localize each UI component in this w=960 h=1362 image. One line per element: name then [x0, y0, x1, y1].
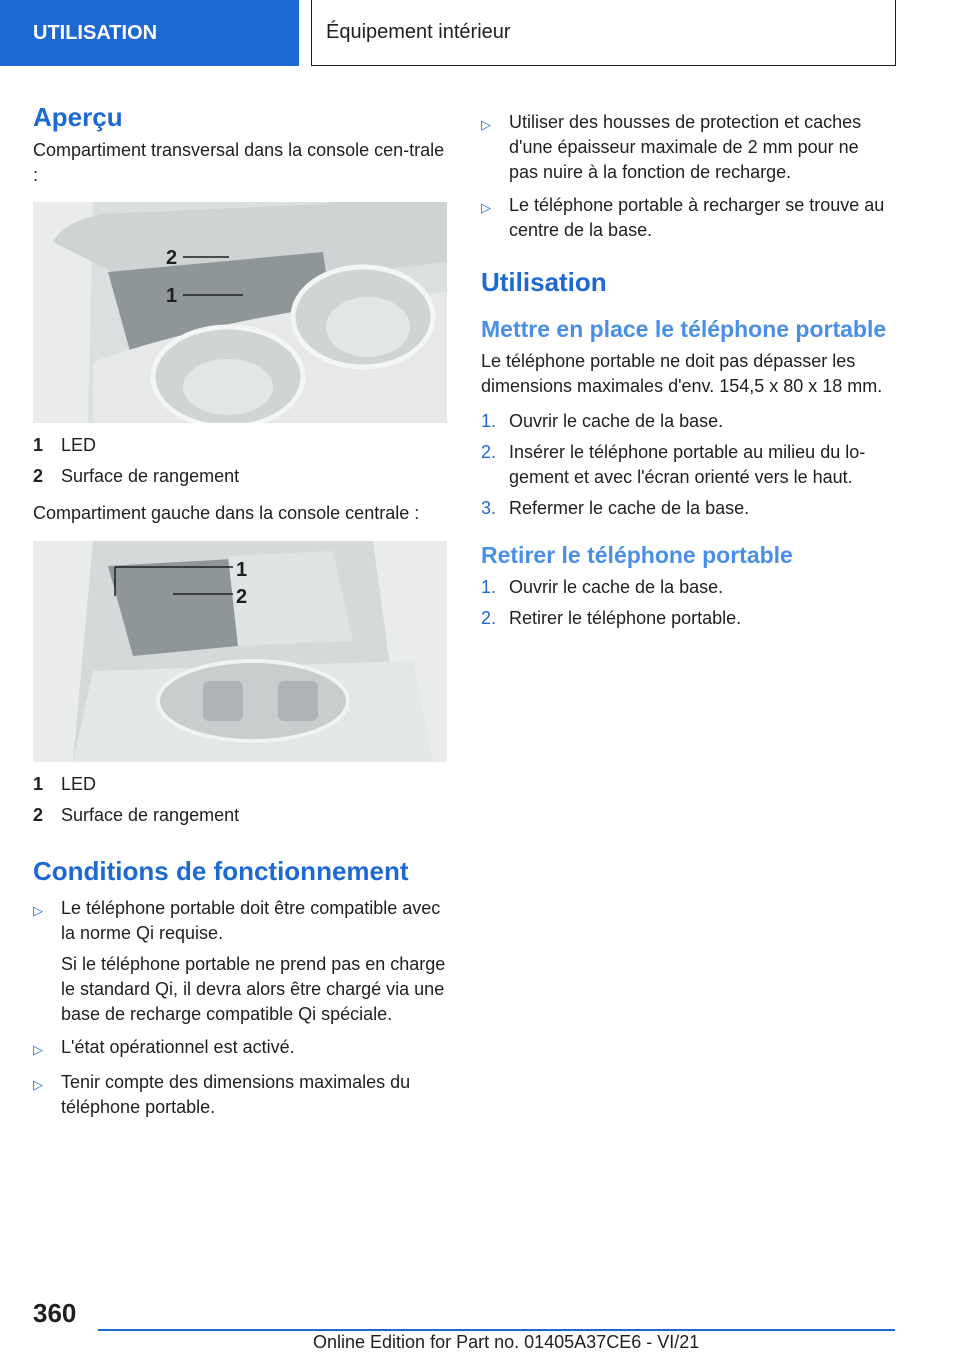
figure2-callout-a: 1: [236, 559, 248, 581]
insert-phone-steps: [481, 409, 891, 521]
triangle-right-icon: ▷: [481, 200, 491, 215]
legend-left-compartment: [33, 772, 447, 828]
legend-item: 1 LED: [33, 774, 97, 794]
insert-phone-text: Le téléphone portable ne doit pas dépasser les dimensions maximales d'env. 154,5 x 80 x 18 mm.: [481, 351, 883, 396]
edition-footer: Online Edition for Part no. 01405A37CE6 - VI/21: [313, 1332, 700, 1352]
list-item: 2. Retirer le téléphone portable.: [481, 608, 742, 628]
legend-item: 2 Surface de rangement: [33, 805, 240, 825]
list-item: 1. Ouvrir le cache de la base.: [481, 577, 724, 597]
section-title: UTILISATION: [33, 21, 158, 44]
left-compartment-illustration: [33, 541, 447, 762]
chapter-title: Équipement intérieur: [326, 21, 511, 43]
figure1-callout-b: 1: [166, 285, 178, 307]
page-number: 360: [33, 1298, 77, 1328]
remove-phone-subheading: Retirer le téléphone portable: [481, 542, 793, 568]
footer-divider: [98, 1329, 895, 1331]
figure1-callout-a: 2: [166, 247, 178, 269]
overview-heading: Aperçu: [33, 102, 123, 132]
list-item: ▷ Utiliser des housses de protection et caches d'une épaisseur maximale de 2 mm pour ne pas nuire à la fonction de recharge.: [481, 110, 891, 185]
legend-item: 1 LED: [33, 435, 97, 455]
right-column: [481, 102, 891, 637]
intro-left-compartment: Compartiment gauche dans la console centrale :: [33, 503, 420, 523]
conditions-list-continued: [481, 110, 891, 243]
usage-heading: Utilisation: [481, 267, 607, 297]
triangle-right-icon: ▷: [33, 903, 43, 918]
legend-transversal: [33, 433, 447, 489]
list-item: ▷ Le téléphone portable doit être compatible avec la norme Qi requise. Si le téléphone portable ne prend pas en charge le standard Qi, il devra alors être chargé via une base de recharge compatible Qi spéciale.: [33, 896, 447, 1027]
header-chapter-box: [311, 0, 896, 66]
figure2-callout-b: 2: [236, 586, 248, 608]
legend-item: 2 Surface de rangement: [33, 466, 240, 486]
intro-transversal: Compartiment transversal dans la console cen-trale :: [33, 140, 445, 185]
transversal-compartment-illustration: [33, 202, 447, 423]
list-item: ▷ Le téléphone portable à recharger se trouve au centre de la base.: [481, 193, 891, 243]
figure-transversal-compartment: [33, 202, 447, 423]
header-section-tab: [0, 0, 299, 66]
insert-phone-subheading: Mettre en place le téléphone portable: [481, 316, 887, 342]
remove-phone-steps: [481, 575, 891, 631]
figure-left-compartment: [33, 541, 447, 762]
conditions-heading: Conditions de fonctionnement: [33, 856, 409, 886]
list-item: ▷ L'état opérationnel est activé.: [33, 1035, 447, 1062]
conditions-list: [33, 896, 447, 1120]
list-item: ▷ Tenir compte des dimensions maximales du téléphone portable.: [33, 1070, 447, 1120]
list-item: 3. Refermer le cache de la base.: [481, 498, 750, 518]
left-column: [33, 100, 447, 1128]
triangle-right-icon: ▷: [33, 1077, 43, 1092]
triangle-right-icon: ▷: [33, 1042, 43, 1057]
list-item: 1. Ouvrir le cache de la base.: [481, 411, 724, 431]
list-item: 2. Insérer le téléphone portable au milieu du lo-gement et avec l'écran orienté vers le haut.: [481, 442, 866, 487]
triangle-right-icon: ▷: [481, 117, 491, 132]
